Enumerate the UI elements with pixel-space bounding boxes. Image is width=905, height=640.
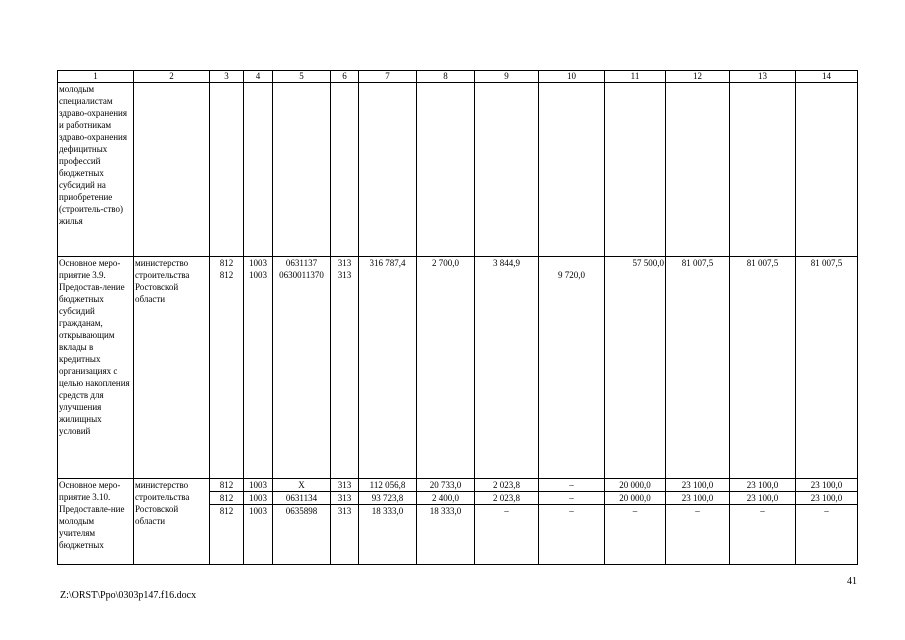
section-code-cell: 1003 xyxy=(244,505,273,565)
table-row xyxy=(58,83,858,257)
year-value-cell: – xyxy=(796,505,858,565)
year-value-cell: 3 844,9 xyxy=(475,257,539,479)
header-cell: 14 xyxy=(796,71,858,83)
year-value-cell: 57 500,0 xyxy=(605,257,666,479)
year-value-cell: 23 100,0 xyxy=(666,492,730,505)
header-cell: 12 xyxy=(666,71,730,83)
header-cell: 7 xyxy=(359,71,417,83)
year-value-cell: – xyxy=(539,492,605,505)
year-value-cell: – xyxy=(730,505,796,565)
year-value-cell: 20 733,0 xyxy=(417,479,475,492)
header-cell: 8 xyxy=(417,71,475,83)
grbs-cell: 812 xyxy=(210,492,244,505)
header-cell: 1 xyxy=(58,71,134,83)
header-cell: 2 xyxy=(134,71,210,83)
year-value-cell: – xyxy=(605,505,666,565)
year-value-cell: 2 400,0 xyxy=(417,492,475,505)
activity-name-cell: молодым специалистам здраво-охранения и работникам здраво-охранения дефицитных профессий бюджетных субсидий на приобретение (строитель-ство) жилья xyxy=(58,83,134,257)
executor-cell: министерство строительства Ростовской области xyxy=(134,479,210,565)
year-value-cell: 81 007,5 xyxy=(730,257,796,479)
table-row xyxy=(58,479,858,492)
header-cell: 6 xyxy=(331,71,359,83)
total-cell: 18 333,0 xyxy=(359,505,417,565)
year-value-cell: – xyxy=(539,505,605,565)
page-number: 41 xyxy=(847,576,857,587)
expense-type-cell: 313 xyxy=(331,505,359,565)
activity-name-cell: Основное меро-приятие 3.9. Предостав-ление бюджетных субсидий гражданам, открывающим вклады в кредитных организациях с целью накопления средств для улучшения жилищных условий xyxy=(58,257,134,479)
year-value-cell: 2 023,8 xyxy=(475,492,539,505)
header-cell: 11 xyxy=(605,71,666,83)
target-code-cell: 0635898 xyxy=(273,505,331,565)
expense-type-cell: 313 xyxy=(331,492,359,505)
header-cell: 5 xyxy=(273,71,331,83)
target-code-cell: 0631137 0630011370 xyxy=(273,257,331,479)
section-code-cell: 1003 xyxy=(244,479,273,492)
year-value-cell: – xyxy=(666,505,730,565)
year-value-cell: 23 100,0 xyxy=(666,479,730,492)
expense-type-cell: 313 xyxy=(331,479,359,492)
total-cell: 93 723,8 xyxy=(359,492,417,505)
year-value-cell: 9 720,0 xyxy=(539,257,605,479)
executor-cell: министерство строительства Ростовской области xyxy=(134,257,210,479)
year-value-cell: 20 000,0 xyxy=(605,479,666,492)
year-value-cell: 81 007,5 xyxy=(666,257,730,479)
table-row xyxy=(58,257,858,479)
total-cell: 112 056,8 xyxy=(359,479,417,492)
year-value-cell: 2 700,0 xyxy=(417,257,475,479)
year-value-cell: 18 333,0 xyxy=(417,505,475,565)
year-value-cell: 81 007,5 xyxy=(796,257,858,479)
activity-name-cell: Основное меро-приятие 3.10. Предоставле-ние молодым учителям бюджетных xyxy=(58,479,134,565)
year-value-cell: 23 100,0 xyxy=(796,492,858,505)
header-cell: 3 xyxy=(210,71,244,83)
year-value-cell: 20 000,0 xyxy=(605,492,666,505)
year-value-cell: 23 100,0 xyxy=(730,492,796,505)
header-cell: 10 xyxy=(539,71,605,83)
grbs-cell: 812 812 xyxy=(210,257,244,479)
grbs-cell: 812 xyxy=(210,505,244,565)
header-cell: 9 xyxy=(475,71,539,83)
column-number-row xyxy=(58,71,858,83)
expense-type-cell: 313 313 xyxy=(331,257,359,479)
year-value-cell: 23 100,0 xyxy=(796,479,858,492)
section-code-cell: 1003 xyxy=(244,492,273,505)
budget-table xyxy=(57,70,858,565)
total-cell: 316 787,4 xyxy=(359,257,417,479)
year-value-cell: 2 023,8 xyxy=(475,479,539,492)
file-path: Z:\ORST\Ppo\0303p147.f16.docx xyxy=(60,590,197,601)
header-cell: 4 xyxy=(244,71,273,83)
section-code-cell: 1003 1003 xyxy=(244,257,273,479)
year-value-cell: 23 100,0 xyxy=(730,479,796,492)
grbs-cell: 812 xyxy=(210,479,244,492)
target-code-cell: 0631134 xyxy=(273,492,331,505)
year-value-cell: – xyxy=(475,505,539,565)
header-cell: 13 xyxy=(730,71,796,83)
target-code-cell: X xyxy=(273,479,331,492)
year-value-cell: – xyxy=(539,479,605,492)
